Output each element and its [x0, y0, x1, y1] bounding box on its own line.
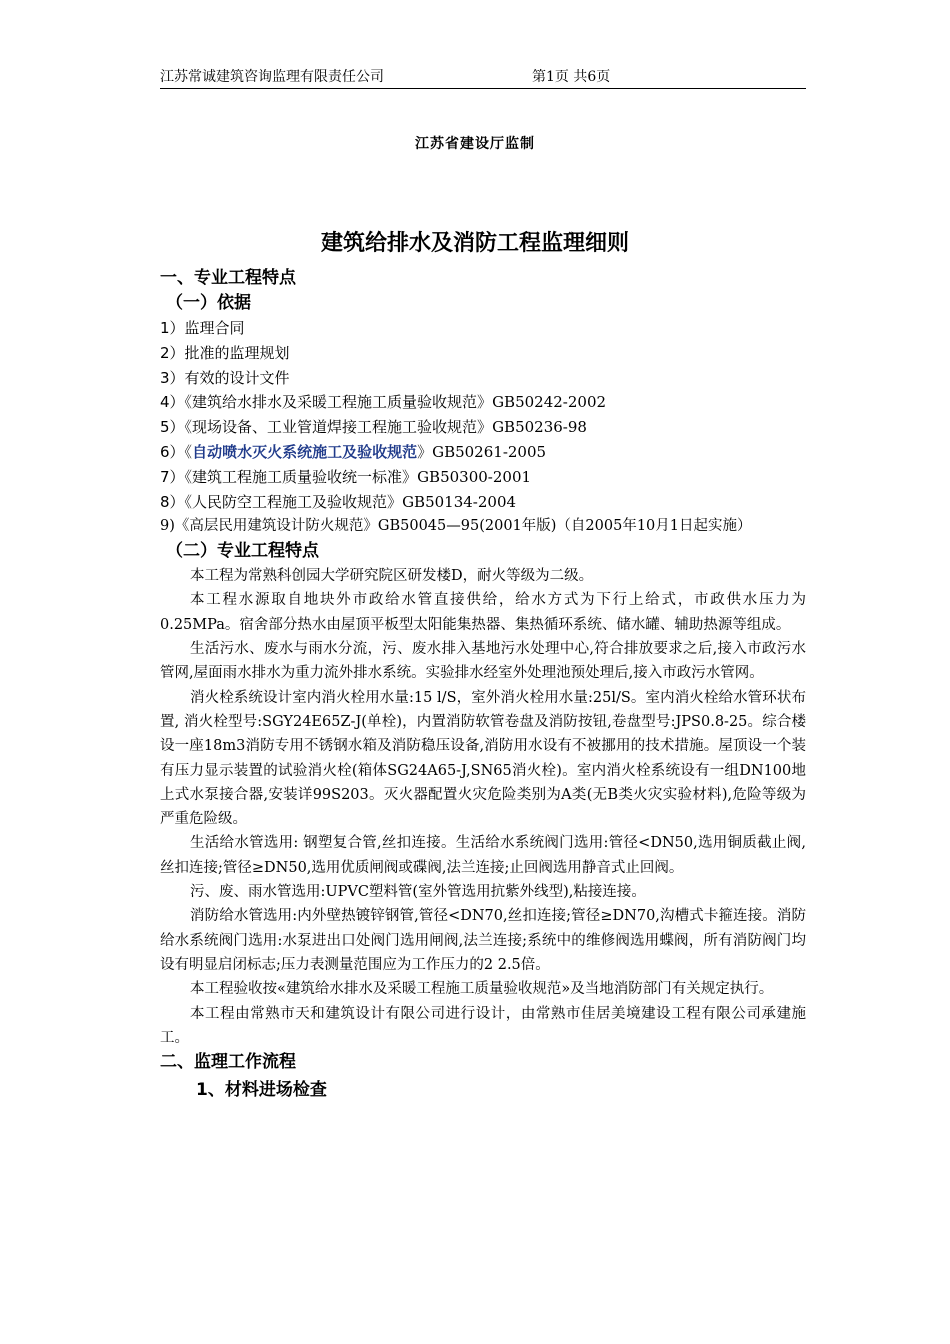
- document-body: [160, 266, 806, 1105]
- item-text-post: 》: [417, 442, 433, 461]
- basis-item-3: [160, 366, 806, 391]
- subsection-heading-features: （二）专业工程特点: [166, 541, 319, 562]
- paragraph-drainage: 生活污水、废水与雨水分流，污、废水排入基地污水处理中心,符合排放要求之后,接入市政污水管网,屋面雨水排水为重力流外排水系统。实验排水经室外处理池预处理后,接入市政污水管网。: [160, 641, 806, 682]
- item-text-highlight: 自动喷水灭火系统施工及验收规范: [192, 442, 418, 461]
- item-number: 9): [160, 518, 175, 535]
- item-number: 5）: [160, 418, 185, 437]
- item-text: 《人民防空工程施工及验收规范》: [184, 492, 403, 511]
- item-text-pre: 《: [184, 442, 193, 461]
- item-number: 1）: [160, 319, 185, 337]
- item-code: GB50300-2001: [417, 467, 532, 486]
- paragraph-overview: 本工程为常熟科创园大学研究院区研发楼D，耐火等级为二级。: [190, 568, 594, 585]
- paragraph-waste-pipe: 污、废、雨水管选用:UPVC塑料管(室外管选用抗紫外线型),粘接连接。: [190, 884, 646, 901]
- page-header: [160, 66, 806, 89]
- item-code: GB50134-2004: [402, 492, 517, 511]
- basis-item-1: [160, 316, 806, 341]
- basis-item-6: [160, 440, 806, 465]
- basis-item-8: [160, 490, 806, 515]
- basis-item-5: [160, 415, 806, 440]
- item-number: 7）: [160, 467, 185, 486]
- subsection-heading-material-check: 1、材料进场检查: [196, 1080, 327, 1101]
- paragraph-fire-pipe: 消防给水管选用:内外壁热镀锌钢管,管径<DN70,丝扣连接;管径≥DN70,沟槽式卡箍连接。消防给水系统阀门选用:水泵进出口处阀门选用闸阀,法兰连接;系统中的维修阀选用蝶阀，所有消防阀门均设有明显启闭标志;压力表测量范围应为工作压力的2 2.5倍。: [160, 908, 806, 973]
- section-heading-1: 一、专业工程特点: [160, 268, 296, 288]
- item-text: 有效的设计文件: [184, 368, 290, 387]
- item-number: 3）: [160, 368, 185, 387]
- item-number: 8）: [160, 492, 185, 511]
- section-heading-2: 二、监理工作流程: [160, 1052, 296, 1073]
- item-code: GB50236-98: [492, 418, 587, 437]
- header-company-name: 江苏常诚建筑咨询监理有限责任公司: [160, 69, 384, 85]
- item-number: 6）: [160, 442, 185, 461]
- basis-item-4: [160, 390, 806, 415]
- item-text: 《现场设备、工业管道焊接工程施工验收规范》: [184, 418, 493, 437]
- item-number: 2）: [160, 343, 185, 362]
- item-text: 批准的监理规划: [184, 343, 290, 362]
- basis-item-7: [160, 465, 806, 490]
- issuer-label: 江苏省建设厅监制: [415, 136, 535, 152]
- paragraph-water-source: 本工程水源取自地块外市政给水管直接供给，给水方式为下行上给式，市政供水压力为0.25MPa。宿舍部分热水由屋顶平板型太阳能集热器、集热循环系统、储水罐、辅助热源等组成。: [160, 592, 806, 633]
- paragraph-hydrant-system: 消火栓系统设计室内消火栓用水量:15 l/S，室外消火栓用水量:25l/S。室内消火栓给水管环状布置, 消火栓型号:SGY24E65Z-J(单栓)，内置消防软管卷盘及消防按钮,卷盘型号:JPS0.8-25。综合楼设一座18m3消防专用不锈钢水箱及消防稳压设备,消防用水设有不被挪用的技术措施。屋顶设一个装有压力显示装置的试验消火栓(箱体SG24A65-J,SN65消火栓)。室内消火栓系统设有一组DN100地上式水泵接合器,安装详99S203。灭火器配置火灾危险类别为A类(无B类火灾实验材料),危险等级为严重危险级。: [160, 689, 806, 828]
- paragraph-design-construction: 本工程由常熟市天和建筑设计有限公司进行设计，由常熟市佳居美境建设工程有限公司承建施工。: [160, 1005, 806, 1046]
- basis-item-9: [160, 514, 806, 539]
- subsection-heading-basis: （一）依据: [166, 293, 251, 313]
- header-page-number: 第1页 共6页: [532, 69, 611, 85]
- item-text: 《高层民用建筑设计防火规范》GB50045—95(2001年版)（自2005年10月1日起实施）: [174, 518, 752, 535]
- item-code: GB50261-2005: [432, 442, 547, 461]
- basis-item-2: [160, 341, 806, 366]
- paragraph-acceptance: 本工程验收按«建筑给水排水及采暖工程施工质量验收规范»及当地消防部门有关规定执行。: [190, 981, 774, 998]
- item-number: 4）: [160, 393, 185, 412]
- item-text: 监理合同: [184, 319, 245, 337]
- document-title: 建筑给排水及消防工程监理细则: [320, 231, 629, 256]
- paragraph-supply-pipe: 生活给水管选用: 钢塑复合管,丝扣连接。生活给水系统阀门选用:管径<DN50,选用铜质截止阀,丝扣连接;管径≥DN50,选用优质闸阀或碟阀,法兰连接;止回阀选用静音式止回阀。: [160, 835, 806, 876]
- item-text: 《建筑工程施工质量验收统一标准》: [184, 467, 418, 486]
- item-text: 《建筑给水排水及采暖工程施工质量验收规范》: [184, 393, 493, 412]
- item-code: GB50242-2002: [492, 393, 607, 412]
